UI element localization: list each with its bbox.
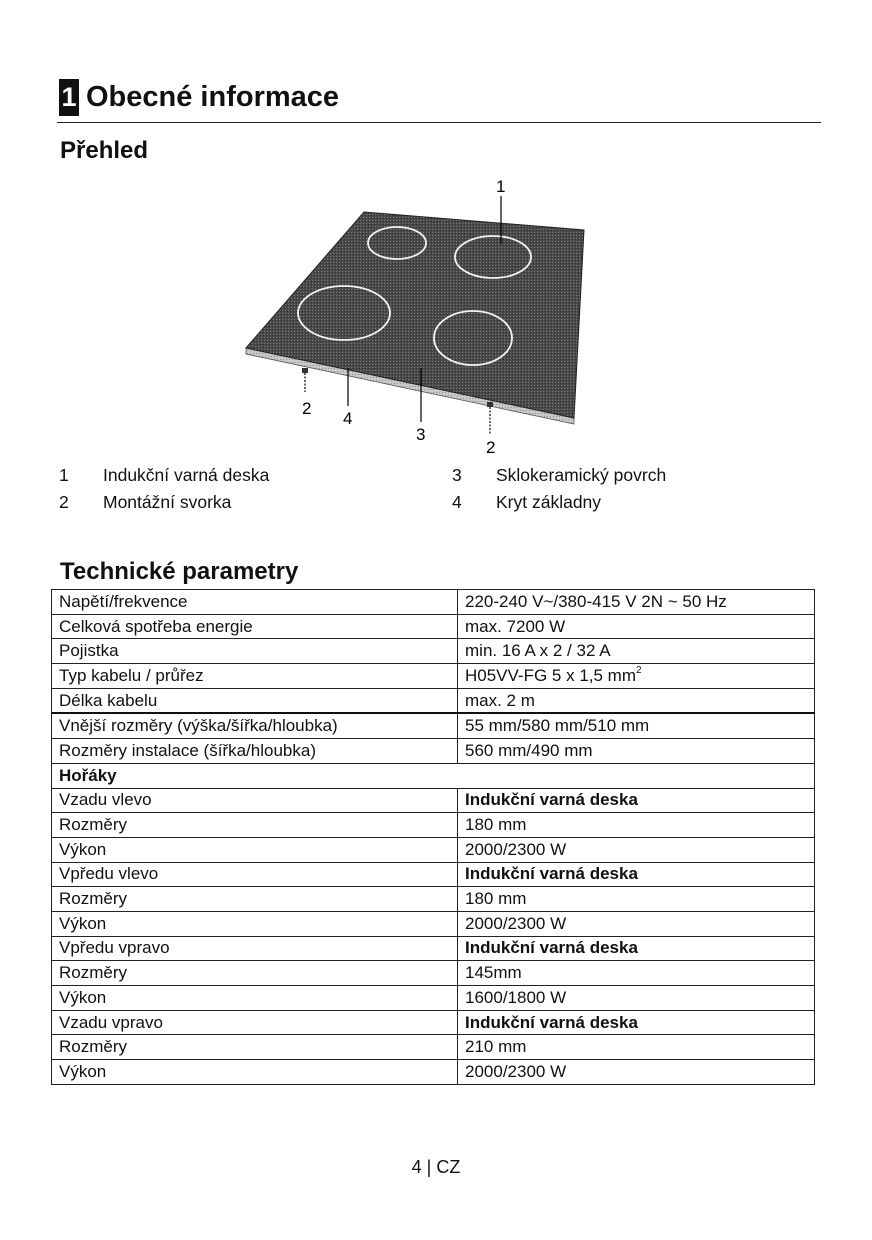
param-label: Rozměry (52, 887, 458, 912)
param-label: Výkon (52, 986, 458, 1011)
mounting-clip-left (302, 368, 308, 373)
legend-label: Indukční varná deska (103, 465, 270, 485)
legend-left (59, 462, 269, 516)
tech-params-table (51, 589, 815, 1085)
table-row (52, 590, 815, 615)
burner-power: 1600/1800 W (458, 986, 815, 1011)
legend-right (452, 462, 666, 516)
legend-item (452, 489, 666, 516)
param-label: Rozměry (52, 961, 458, 986)
burner-size: 210 mm (458, 1035, 815, 1060)
section-header (57, 76, 821, 123)
legend-number: 2 (59, 492, 69, 512)
table-row (52, 688, 815, 713)
param-value-cable (458, 664, 815, 689)
param-label: Výkon (52, 911, 458, 936)
callout-number: 2 (486, 438, 496, 457)
param-label: Výkon (52, 837, 458, 862)
legend-item (452, 462, 666, 489)
param-label: Rozměry instalace (šířka/hloubka) (52, 739, 458, 764)
page-number: 4 (411, 1157, 422, 1177)
table-row (52, 664, 815, 689)
burner-size: 180 mm (458, 813, 815, 838)
table-row (52, 911, 815, 936)
param-label: Typ kabelu / průřez (52, 664, 458, 689)
param-value: 55 mm/580 mm/510 mm (458, 713, 815, 738)
burner-position: Vpředu vpravo (52, 936, 458, 961)
table-row (52, 1060, 815, 1085)
burner-power: 2000/2300 W (458, 911, 815, 936)
group-header-burners: Hořáky (52, 763, 815, 788)
table-row (52, 713, 815, 738)
burner-power: 2000/2300 W (458, 837, 815, 862)
legend-label: Kryt základny (496, 492, 602, 512)
chapter-title: Obecné informace (86, 81, 340, 113)
table-row (52, 739, 815, 764)
burner-power: 2000/2300 W (458, 1060, 815, 1085)
param-label: Rozměry (52, 813, 458, 838)
language-code: CZ (436, 1157, 461, 1177)
hob-diagram (240, 172, 600, 462)
burner-position: Vzadu vlevo (52, 788, 458, 813)
burner-type: Indukční varná deska (458, 936, 815, 961)
table-row (52, 887, 815, 912)
burner-size: 145mm (458, 961, 815, 986)
legend-item (59, 462, 269, 489)
legend-number: 3 (452, 465, 462, 485)
legend-label: Sklokeramický povrch (496, 465, 667, 485)
table-row (52, 788, 815, 813)
param-value: 220-240 V~/380-415 V 2N ~ 50 Hz (458, 590, 815, 615)
chapter-number-badge: 1 (59, 79, 79, 116)
table-row (52, 961, 815, 986)
footer-separator: | (426, 1157, 432, 1177)
param-value: max. 7200 W (458, 614, 815, 639)
callout-number: 2 (302, 399, 312, 418)
burner-type: Indukční varná deska (458, 788, 815, 813)
callout-number: 1 (496, 177, 506, 196)
param-label: Délka kabelu (52, 688, 458, 713)
page-footer (0, 1155, 872, 1179)
overview-heading: Přehled (60, 137, 149, 164)
param-label: Pojistka (52, 639, 458, 664)
callout-number: 3 (416, 425, 426, 444)
table-row (52, 1010, 815, 1035)
burner-type: Indukční varná deska (458, 1010, 815, 1035)
param-value: max. 2 m (458, 688, 815, 713)
table-row (52, 639, 815, 664)
legend-number: 1 (59, 465, 69, 485)
legend-number: 4 (452, 492, 462, 512)
burner-position: Vpředu vlevo (52, 862, 458, 887)
param-value: H05VV-FG 5 x 1,5 mm (465, 665, 636, 685)
table-row (52, 837, 815, 862)
tech-params-heading: Technické parametry (60, 558, 299, 585)
table-row (52, 1035, 815, 1060)
table-group-row (52, 763, 815, 788)
burner-size: 180 mm (458, 887, 815, 912)
table-row (52, 862, 815, 887)
param-value: min. 16 A x 2 / 32 A (458, 639, 815, 664)
table-row (52, 813, 815, 838)
superscript: 2 (636, 664, 642, 676)
param-label: Napětí/frekvence (52, 590, 458, 615)
param-value: 560 mm/490 mm (458, 739, 815, 764)
param-label: Rozměry (52, 1035, 458, 1060)
param-label: Celková spotřeba energie (52, 614, 458, 639)
mounting-clip-right (487, 402, 493, 407)
burner-position: Vzadu vpravo (52, 1010, 458, 1035)
legend-label: Montážní svorka (103, 492, 232, 512)
callout-number: 4 (343, 409, 353, 428)
param-label: Vnější rozměry (výška/šířka/hloubka) (52, 713, 458, 738)
burner-type: Indukční varná deska (458, 862, 815, 887)
param-label: Výkon (52, 1060, 458, 1085)
table-row (52, 986, 815, 1011)
legend-item (59, 489, 269, 516)
hob-illustration (240, 172, 600, 462)
table-row (52, 614, 815, 639)
table-row (52, 936, 815, 961)
